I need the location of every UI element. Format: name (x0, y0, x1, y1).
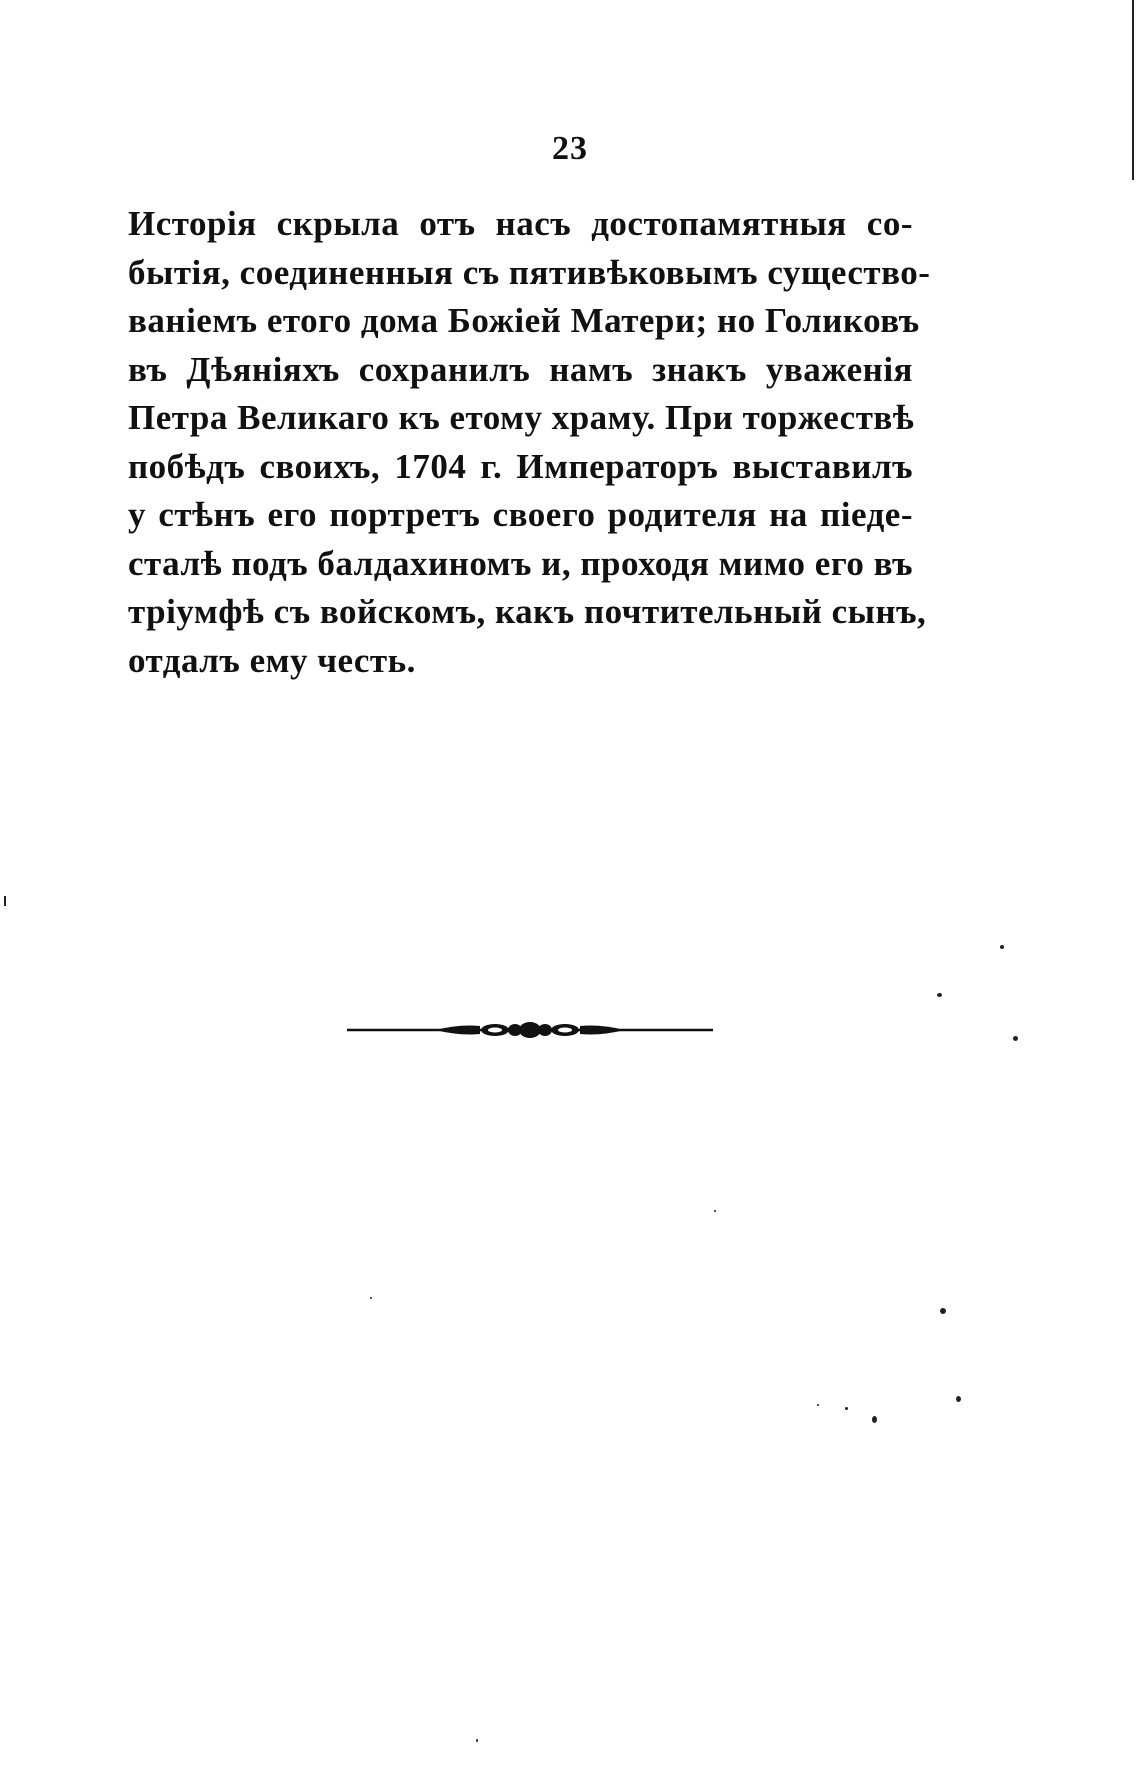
scan-speck (937, 993, 942, 997)
text-line: отдалъ ему честь. (128, 640, 416, 680)
ornament-divider (345, 1015, 715, 1045)
scan-speck (817, 1404, 819, 1406)
scan-speck (370, 1297, 372, 1299)
text-line: побѣдъ своихъ, 1704 г. Императоръ выставилъ (128, 446, 913, 486)
text-line: Исторія скрыла отъ насъ достопамятныя со- (128, 204, 913, 243)
scan-speck (1013, 1036, 1018, 1041)
scan-speck (4, 896, 6, 906)
scan-speck (956, 1396, 961, 1402)
scan-speck (872, 1416, 877, 1423)
text-line: тріумфѣ съ войскомъ, какъ почтительный сынъ, (128, 592, 927, 631)
scan-speck (476, 1739, 478, 1742)
text-line: ваніемъ етого дома Божіей Матери; но Голиковъ (128, 301, 920, 340)
body-paragraph (128, 200, 931, 685)
text-line: у стѣнъ его портретъ своего родителя на піеде- (128, 495, 913, 534)
scan-speck (845, 1407, 848, 1410)
scan-speck (1000, 945, 1004, 949)
page-number: 23 (552, 130, 588, 167)
text-line: Петра Великаго къ етому храму. При торжествѣ (128, 398, 915, 437)
scan-speck (714, 1210, 716, 1212)
text-line: бытія, соединенныя съ пятивѣковымъ существо- (128, 252, 931, 292)
text-line: въ Дѣяніяхъ сохранилъ намъ знакъ уваженія (128, 349, 913, 389)
text-line: сталѣ подъ балдахиномъ и, проходя мимо его въ (128, 543, 914, 583)
scan-speck (940, 1308, 946, 1314)
